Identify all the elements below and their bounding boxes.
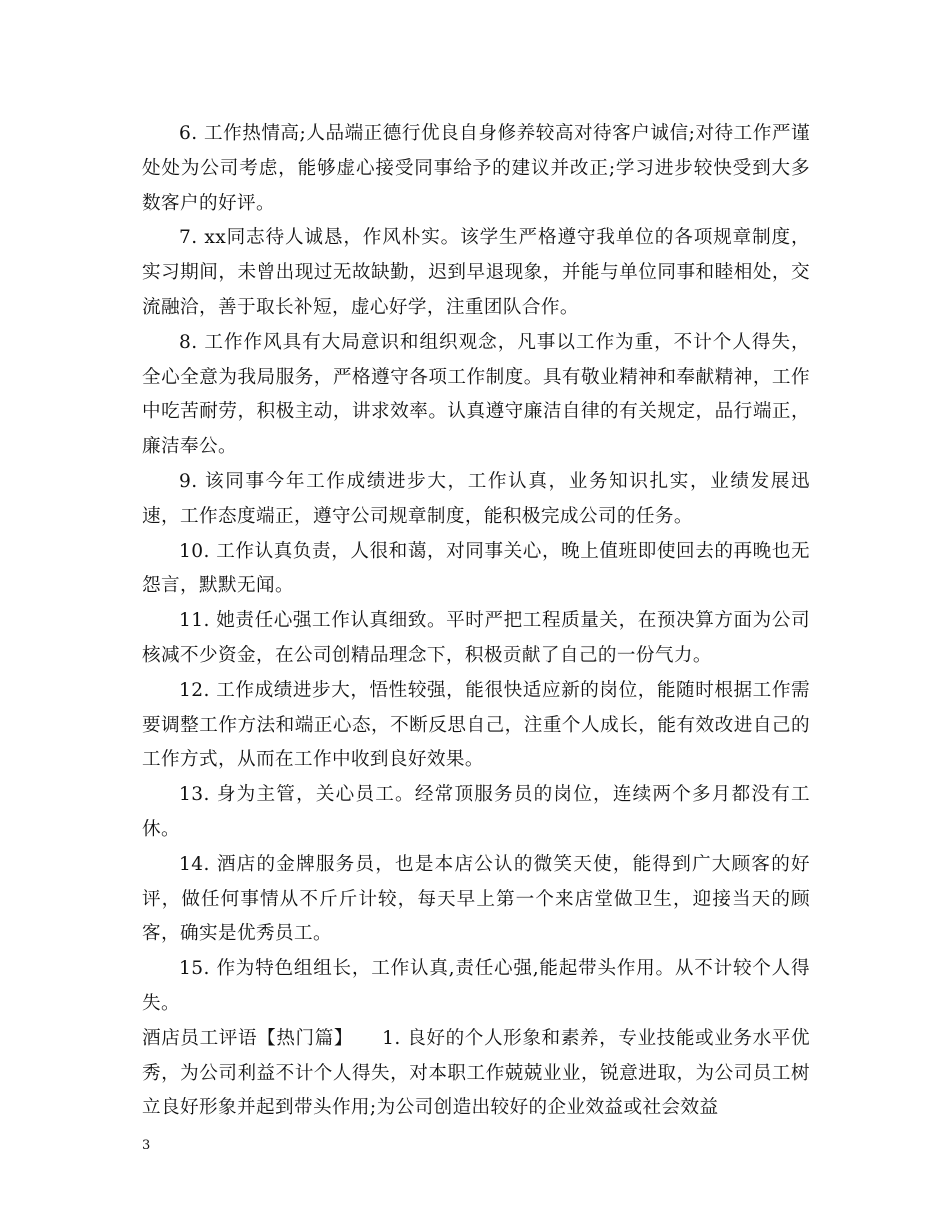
evaluation-paragraph-15: 15. 作为特色组组长，工作认真,责任心强,能起带头作用。从不计较个人得失。: [142, 958, 810, 1014]
page-number: 3: [142, 1138, 151, 1153]
hot-section-paragraph: 酒店员工评语【热门篇】 1. 良好的个人形象和素养，专业技能或业务水平优秀，为公司利益不计个人得失，对本职工作兢兢业业，锐意进取，为公司员工树立良好形象并起到带头作用;为公司创造出较好的企业效益或社会效益: [142, 1027, 810, 1119]
evaluation-paragraph-13: 13. 身为主管，关心员工。经常顶服务员的岗位，连续两个多月都没有工休。: [142, 784, 810, 840]
evaluation-paragraph-6: 6. 工作热情高;人品端正德行优良自身修养较高对待客户诚信;对待工作严谨处处为公司考虑，能够虚心接受同事给予的建议并改正;学习进步较快受到大多数客户的好评。: [142, 123, 810, 214]
evaluation-paragraph-7: 7. xx同志待人诚恳，作风朴实。该学生严格遵守我单位的各项规章制度，实习期间，未曾出现过无故缺勤，迟到早退现象，并能与单位同事和睦相处，交流融洽，善于取长补短，虚心好学，注重团队合作。: [142, 227, 810, 318]
evaluation-paragraph-10: 10. 工作认真负责，人很和蔼，对同事关心，晚上值班即使回去的再晚也无怨言，默默无闻。: [142, 540, 810, 597]
document-body: [142, 117, 810, 1126]
evaluation-paragraph-8: 8. 工作作风具有大局意识和组织观念，凡事以工作为重，不计个人得失，全心全意为我局服务，严格遵守各项工作制度。具有敬业精神和奉献精神，工作中吃苦耐劳，积极主动，讲求效率。认真遵守廉洁自律的有关规定，品行端正，廉洁奉公。: [142, 331, 810, 458]
evaluation-paragraph-12: 12. 工作成绩进步大，悟性较强，能很快适应新的岗位，能随时根据工作需要调整工作方法和端正心态，不断反思自己，注重个人成长，能有效改进自己的工作方式，从而在工作中收到良好效果。: [142, 679, 810, 771]
evaluation-paragraph-14: 14. 酒店的金牌服务员，也是本店公认的微笑天使，能得到广大顾客的好评，做任何事情从不斤斤计较，每天早上第一个来店堂做卫生，迎接当天的顾客，确实是优秀员工。: [142, 853, 810, 945]
evaluation-paragraph-11: 11. 她责任心强工作认真细致。平时严把工程质量关，在预决算方面为公司核减不少资金，在公司创精品理念下，积极贡献了自己的一份气力。: [142, 610, 810, 666]
evaluation-paragraph-9: 9. 该同事今年工作成绩进步大，工作认真，业务知识扎实，业绩发展迅速，工作态度端正，遵守公司规章制度，能积极完成公司的任务。: [142, 470, 810, 527]
